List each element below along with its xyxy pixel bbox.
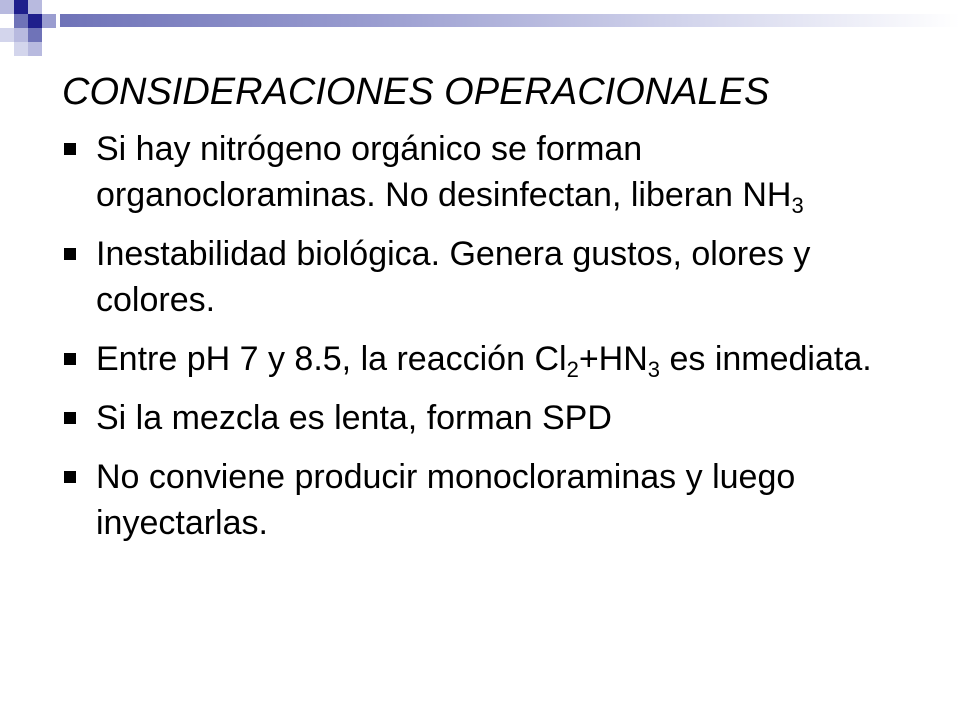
bullet-text — [96, 458, 795, 542]
text-run: Si hay nitrógeno orgánico se forman organocloraminas. No desinfectan, liberan NH — [96, 130, 792, 214]
bullet-item — [60, 336, 920, 382]
square-bullet-icon — [64, 412, 76, 424]
subscript: 3 — [791, 193, 804, 218]
decor-square — [0, 0, 14, 14]
bullet-item — [60, 231, 920, 323]
bullet-text — [96, 340, 872, 382]
bullet-text — [96, 235, 810, 319]
square-bullet-icon — [64, 471, 76, 483]
decor-square — [0, 28, 14, 42]
bullet-text — [96, 130, 804, 218]
bullet-list — [60, 126, 920, 559]
bullet-item — [60, 454, 920, 546]
square-bullet-icon — [64, 248, 76, 260]
title-gradient-bar — [60, 14, 960, 27]
text-run: Inestabilidad biológica. Genera gustos, olores y colores. — [96, 235, 811, 319]
decor-square — [14, 28, 28, 42]
text-run: es inmediata. — [660, 340, 872, 378]
decor-square — [28, 42, 42, 56]
decor-square — [28, 28, 42, 42]
slide-decoration — [0, 0, 960, 60]
text-run: Entre pH 7 y 8.5, la reacción Cl — [96, 340, 567, 378]
subscript: 3 — [647, 357, 661, 382]
decor-square — [14, 42, 28, 56]
decor-square — [28, 0, 42, 14]
decor-square — [28, 14, 42, 28]
bullet-item — [60, 126, 920, 218]
subscript: 2 — [566, 357, 579, 382]
decor-square — [42, 14, 56, 28]
text-run: Si la mezcla es lenta, forman SPD — [96, 399, 612, 437]
bullet-item — [60, 395, 920, 441]
square-bullet-icon — [64, 143, 76, 155]
bullet-text — [96, 399, 612, 437]
decor-square — [14, 14, 28, 28]
text-run: No conviene producir monocloraminas y luego inyectarlas. — [96, 458, 796, 542]
decor-square — [14, 0, 28, 14]
slide-title: CONSIDERACIONES OPERACIONALES — [62, 71, 770, 114]
text-run: +HN — [578, 340, 648, 378]
square-bullet-icon — [64, 353, 76, 365]
